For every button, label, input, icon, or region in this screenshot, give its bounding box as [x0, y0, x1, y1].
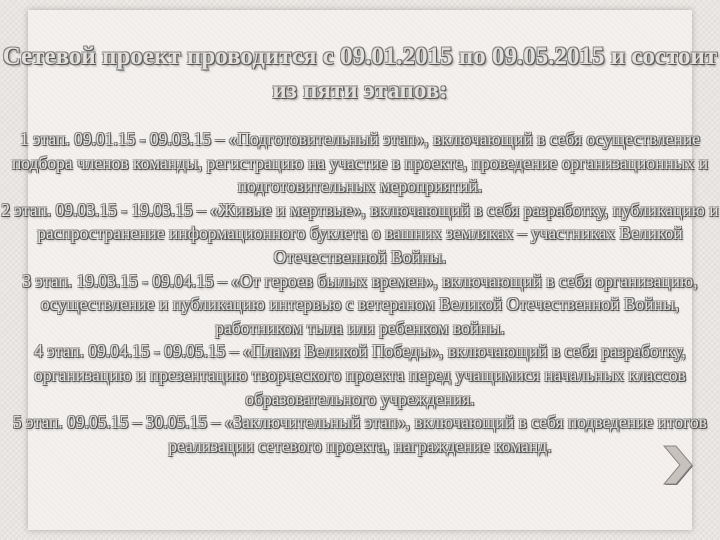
- stage-1: 1 этап. 09.01.15 - 09.03.15 – «Подготовительный этап», включающий в себя осуществление подбора членов команды, регистрацию на участие в проекте, проведение организационных и подготовительных мероприятий.: [11, 129, 709, 197]
- stage-4: 4 этап. 09.04.15 - 09.05.15 – «Пламя Великой Победы», включающий в себя разработку, организацию и презентацию творческого проекта перед учащимися начальных классов образовательного учреждения.: [34, 341, 686, 409]
- stages-list: [0, 128, 720, 458]
- stage-3: 3 этап. 19.03.15 - 09.04.15 – «От героев былых времен», включающий в себя организацию, осуществление и публикацию интервью с ветераном Великой Отечественной Войны, работником тыла или ребенком войны.: [22, 270, 698, 338]
- chevron-right-icon: [660, 444, 694, 486]
- next-slide-button[interactable]: [660, 444, 694, 486]
- stage-2: 2 этап. 09.03.15 - 19.03.15 – «Живые и мертвые», включающий в себя разработку, публикацию и распространение информационного буклета о вашних земляках – участниках Великой Отечественной Войны.: [1, 199, 719, 267]
- stage-5: 5 этап. 09.05.15 – 30.05.15 – «Заключительный этап», включающий в себя подведение итогов реализации сетевого проекта, награждение команд.: [13, 412, 707, 456]
- slide-title: Сетевой проект проводится с 09.01.2015 по 09.05.2015 и состоит из пяти этапов:: [2, 43, 718, 104]
